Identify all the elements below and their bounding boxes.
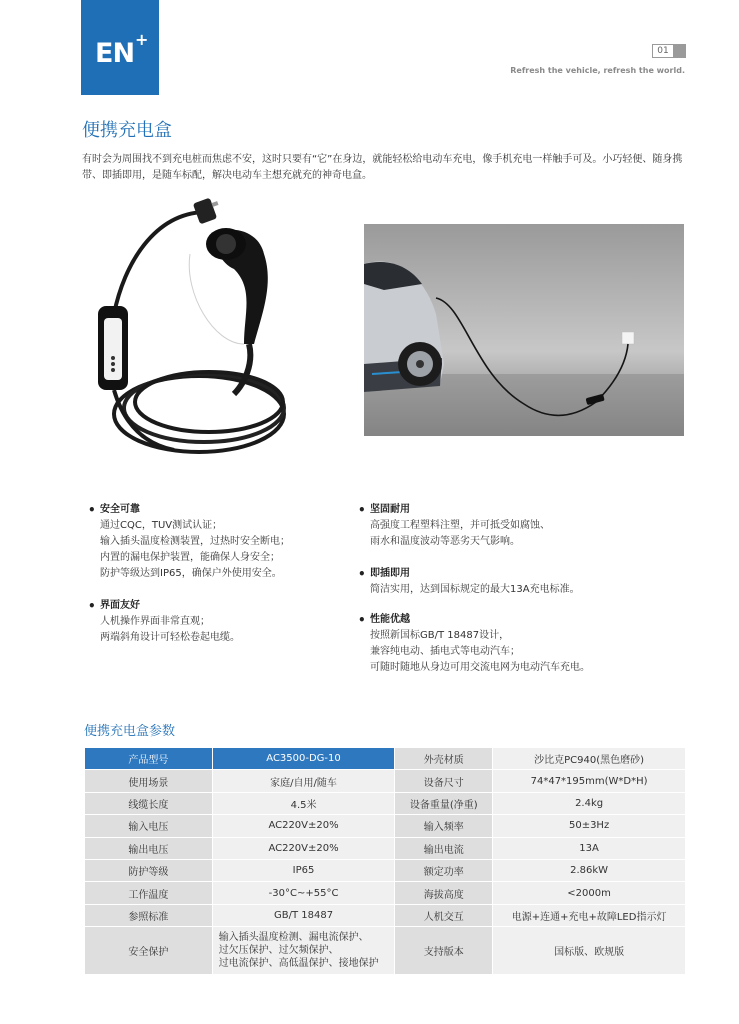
spec-value: AC3500-DG-10 bbox=[212, 748, 395, 770]
protection-line: 过电流保护、高低温保护、接地保护 bbox=[218, 958, 379, 970]
table-row bbox=[85, 770, 686, 792]
spec-label: 输入电压 bbox=[85, 815, 213, 837]
feature-line: 人机操作界面非常直观； bbox=[100, 616, 210, 627]
spec-label: 产品型号 bbox=[85, 748, 213, 770]
spec-value: 74*47*195mm(W*D*H) bbox=[493, 770, 686, 792]
spec-value: GB/T 18487 bbox=[212, 904, 395, 926]
feature-line: 按照新国标GB/T 18487设计， bbox=[370, 630, 510, 641]
feature-line: 内置的漏电保护装置，能确保人身安全； bbox=[100, 552, 280, 563]
feature-durable bbox=[370, 502, 550, 550]
page-number-bar bbox=[652, 44, 686, 58]
spec-label: 参照标准 bbox=[85, 904, 213, 926]
spec-label: 防护等级 bbox=[85, 859, 213, 881]
spec-label: 输出电压 bbox=[85, 837, 213, 859]
spec-value: 家庭/自用/随车 bbox=[212, 770, 395, 792]
spec-value: 2.86kW bbox=[493, 859, 686, 881]
spec-value: -30°C~+55°C bbox=[212, 882, 395, 904]
feature-line: 雨水和温度波动等恶劣天气影响。 bbox=[370, 536, 520, 547]
spec-value: 沙比克PC940(黑色磨砂) bbox=[493, 748, 686, 770]
spec-value: 13A bbox=[493, 837, 686, 859]
feature-line: 防护等级达到IP65，确保户外使用安全。 bbox=[100, 568, 282, 579]
table-row bbox=[85, 792, 686, 814]
spec-title: 便携充电盒参数 bbox=[84, 724, 176, 739]
table-row bbox=[85, 904, 686, 926]
spec-label: 使用场景 bbox=[85, 770, 213, 792]
page-number: 01 bbox=[652, 44, 674, 58]
spec-label: 海拔高度 bbox=[395, 882, 493, 904]
feature-line: 简洁实用，达到国标规定的最大13A充电标准。 bbox=[370, 584, 580, 595]
spec-value: <2000m bbox=[493, 882, 686, 904]
protection-line: 过欠压保护、过欠频保护、 bbox=[218, 945, 339, 957]
feature-safety-head: • 安全可靠 bbox=[100, 502, 290, 518]
spec-table bbox=[84, 747, 686, 975]
feature-safety bbox=[100, 502, 290, 582]
brand-logo bbox=[81, 0, 159, 95]
spec-label: 外壳材质 bbox=[395, 748, 493, 770]
spec-label: 设备重量(净重) bbox=[395, 792, 493, 814]
spec-label: 支持版本 bbox=[395, 927, 493, 975]
spec-value: AC220V±20% bbox=[212, 837, 395, 859]
feature-line: 输入插头温度检测装置，过热时安全断电； bbox=[100, 536, 290, 547]
feature-line: 高强度工程塑料注塑，并可抵受如腐蚀、 bbox=[370, 520, 550, 531]
spec-value: 2.4kg bbox=[493, 792, 686, 814]
table-row bbox=[85, 859, 686, 881]
feature-performance-head: • 性能优越 bbox=[370, 612, 590, 628]
feature-line: 可随时随地从身边可用交流电网为电动汽车充电。 bbox=[370, 662, 590, 673]
table-row bbox=[85, 837, 686, 859]
spec-label: 线缆长度 bbox=[85, 792, 213, 814]
spec-label: 输出电流 bbox=[395, 837, 493, 859]
feature-durable-head: • 坚固耐用 bbox=[370, 502, 550, 518]
spec-label: 设备尺寸 bbox=[395, 770, 493, 792]
feature-ui bbox=[100, 598, 240, 646]
protection-line: 输入插头温度检测、漏电流保护、 bbox=[218, 932, 369, 944]
page-title: 便携充电盒 bbox=[82, 120, 172, 141]
table-row bbox=[85, 927, 686, 975]
logo-plus: + bbox=[135, 30, 149, 49]
logo-text: EN bbox=[95, 38, 135, 69]
feature-plug-head: • 即插即用 bbox=[370, 566, 580, 582]
table-row bbox=[85, 748, 686, 770]
feature-performance bbox=[370, 612, 590, 676]
feature-plug-and-play bbox=[370, 566, 580, 598]
feature-line: 兼容纯电动、插电式等电动汽车； bbox=[370, 646, 520, 657]
spec-value: 电源+连通+充电+故障LED指示灯 bbox=[493, 904, 686, 926]
spec-value: IP65 bbox=[212, 859, 395, 881]
car-charging-photo bbox=[364, 224, 684, 436]
spec-label: 人机交互 bbox=[395, 904, 493, 926]
spec-label: 工作温度 bbox=[85, 882, 213, 904]
spec-label: 安全保护 bbox=[85, 927, 213, 975]
spec-value: 50±3Hz bbox=[493, 815, 686, 837]
spec-label: 额定功率 bbox=[395, 859, 493, 881]
feature-line: 通过CQC，TUV测试认证； bbox=[100, 520, 223, 531]
feature-line: 两端斜角设计可轻松卷起电缆。 bbox=[100, 632, 240, 643]
charger-product-image bbox=[84, 194, 354, 474]
table-row bbox=[85, 882, 686, 904]
intro-paragraph: 有时会为周围找不到充电桩而焦虑不安，这时只要有“它”在身边，就能轻松给电动车充电，像手机充电一样触手可及。小巧轻便、随身携带、即插即用，是随车标配，解决电动车主想充就充的神奇电盒。 bbox=[82, 154, 683, 181]
spec-value-protection bbox=[212, 927, 395, 975]
spec-value: 国标版、欧规版 bbox=[493, 927, 686, 975]
spec-label: 输入频率 bbox=[395, 815, 493, 837]
feature-ui-head: • 界面友好 bbox=[100, 598, 240, 614]
table-row bbox=[85, 815, 686, 837]
spec-value: AC220V±20% bbox=[212, 815, 395, 837]
slogan: Refresh the vehicle, refresh the world. bbox=[510, 66, 685, 75]
spec-value: 4.5米 bbox=[212, 792, 395, 814]
